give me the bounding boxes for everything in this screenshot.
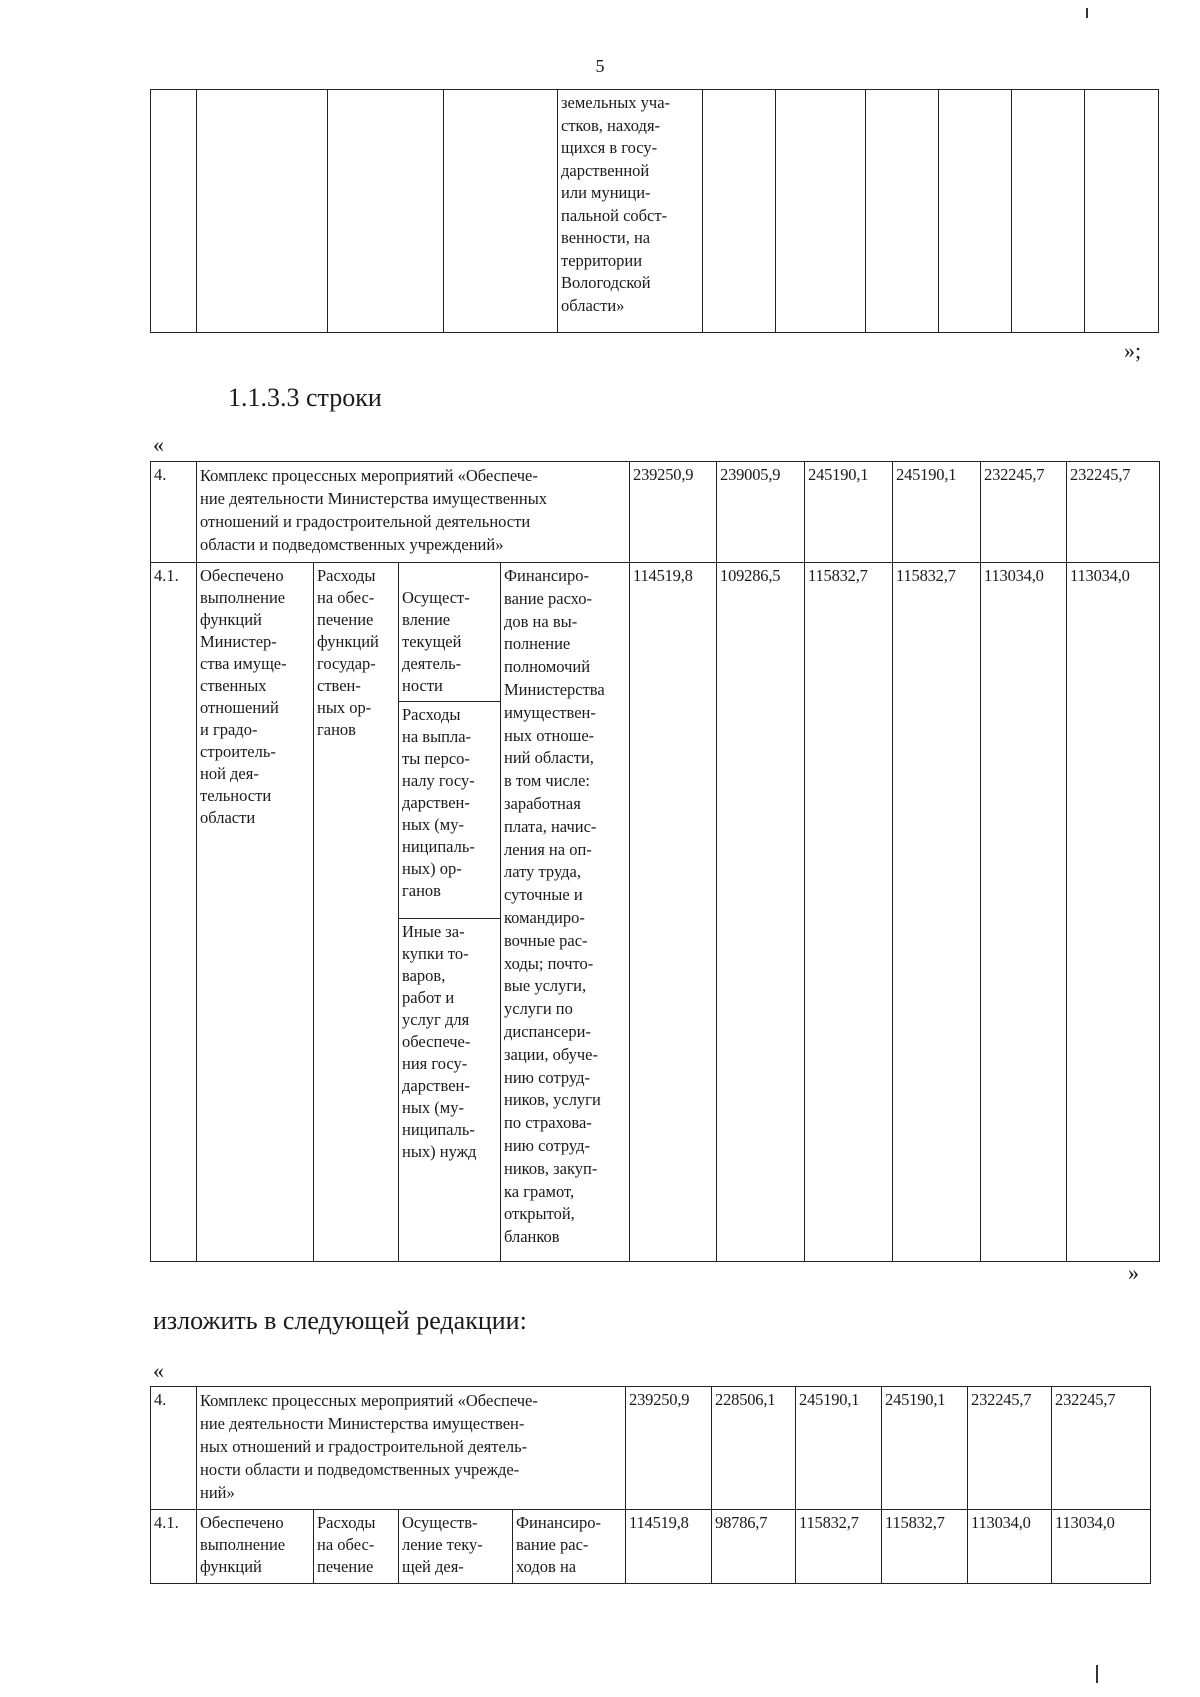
cell-empty: [444, 90, 558, 333]
complex-title: Комплекс процессных мероприятий «Обеспече- ние деятельности Министерства имуществен- ных отношений и градостроительной деятель- ности области и подведомственных учрежде- ний»: [197, 1387, 626, 1510]
cell-empty: [1085, 90, 1159, 333]
expense-type: Расходы на обес- печение: [314, 1510, 399, 1584]
cell-empty: [703, 90, 776, 333]
close-quote: »: [1128, 1260, 1139, 1285]
continuation-table: [150, 89, 1159, 333]
row-number: 4.1.: [151, 1510, 197, 1584]
value-cell: 115832,7: [882, 1510, 968, 1584]
new-rows-table: [150, 1386, 1151, 1584]
value-cell: 228506,1: [712, 1387, 796, 1510]
value-cell: 232245,7: [1067, 462, 1160, 563]
replacement-phrase: изложить в следующей редакции:: [153, 1306, 527, 1335]
value-cell: 245190,1: [805, 462, 893, 563]
row-number: 4.1.: [151, 563, 197, 1262]
value-cell: 115832,7: [893, 563, 981, 1262]
scan-mark: [1086, 8, 1088, 18]
old-rows-table: [150, 461, 1160, 1262]
value-cell: 232245,7: [968, 1387, 1052, 1510]
section-heading: 1.1.3.3 строки: [228, 383, 382, 412]
financing-description: Финансиро- вание расхо- дов на вы- полнение полномочий Министерства имуществен- ных отноше- ний области, в том числе: заработная плата, начис- ления на оп- лату труда, суточные и командиро- вочные рас- ходы; почто- вые услуги, услуги по диспансери- зации, обуче- нию сотруд- ников, услуги по страхова- нию сотруд- ников, закуп- ка грамот, открытой, бланков: [501, 563, 630, 1262]
cell-empty: [776, 90, 866, 333]
expense-type: Расходы на обес- печение функций государ- ствен- ных ор- ганов: [314, 563, 399, 1262]
value-cell: 232245,7: [1052, 1387, 1151, 1510]
financing-description: Финансиро- вание рас- ходов на: [513, 1510, 626, 1584]
value-cell: 239250,9: [630, 462, 717, 563]
table-row: [151, 563, 1160, 1262]
value-cell: 245190,1: [882, 1387, 968, 1510]
value-cell: 245190,1: [893, 462, 981, 563]
open-quote: «: [153, 432, 164, 457]
value-cell: 113034,0: [1067, 563, 1160, 1262]
activity-parts: [399, 563, 501, 1262]
value-cell: 113034,0: [968, 1510, 1052, 1584]
close-quote-semicolon: »;: [1124, 338, 1142, 363]
table-row: [151, 1387, 1151, 1510]
cell-continuation-text: земельных уча- стков, находя- щихся в госу- дарственной или муници- пальной собст- венности, на территории Вологодской области»: [558, 90, 703, 333]
value-cell: 114519,8: [626, 1510, 712, 1584]
complex-title: Комплекс процессных мероприятий «Обеспече- ние деятельности Министерства имущественных отношений и градостроительной деятельности области и подведомственных учреждений»: [197, 462, 630, 563]
scan-mark: [1096, 1665, 1098, 1683]
value-cell: 115832,7: [805, 563, 893, 1262]
value-cell: 113034,0: [981, 563, 1067, 1262]
cell-empty: [1012, 90, 1085, 333]
value-cell: 115832,7: [796, 1510, 882, 1584]
cell-empty: [328, 90, 444, 333]
cell-empty: [939, 90, 1012, 333]
row-number: 4.: [151, 462, 197, 563]
page-number: 5: [595, 56, 605, 76]
value-cell: 98786,7: [712, 1510, 796, 1584]
value-cell: 113034,0: [1052, 1510, 1151, 1584]
result-description: Обеспечено выполнение функций: [197, 1510, 314, 1584]
activity-part: Расходы на выпла- ты персо- налу госу- дарствен- ных (му- ниципаль- ных) ор- ганов: [399, 702, 500, 919]
open-quote: «: [153, 1358, 164, 1383]
value-cell: 239250,9: [626, 1387, 712, 1510]
cell-empty: [866, 90, 939, 333]
table-row: [151, 462, 1160, 563]
value-cell: 239005,9: [717, 462, 805, 563]
table-row: [151, 1510, 1151, 1584]
activity-part: Осущест- вление текущей деятель- ности: [399, 585, 500, 702]
activity-description: Осуществ- ление теку- щей дея-: [399, 1510, 513, 1584]
value-cell: 109286,5: [717, 563, 805, 1262]
cell-empty: [197, 90, 328, 333]
cell-empty: [151, 90, 197, 333]
result-description: Обеспечено выполнение функций Министер- ства имуще- ственных отношений и градо- строитель- ной дея- тельности области: [197, 563, 314, 1262]
value-cell: 114519,8: [630, 563, 717, 1262]
value-cell: 245190,1: [796, 1387, 882, 1510]
activity-part: Иные за- купки то- варов, работ и услуг для обеспече- ния госу- дарствен- ных (му- ниципаль- ных) нужд: [402, 922, 477, 1161]
value-cell: 232245,7: [981, 462, 1067, 563]
row-number: 4.: [151, 1387, 197, 1510]
